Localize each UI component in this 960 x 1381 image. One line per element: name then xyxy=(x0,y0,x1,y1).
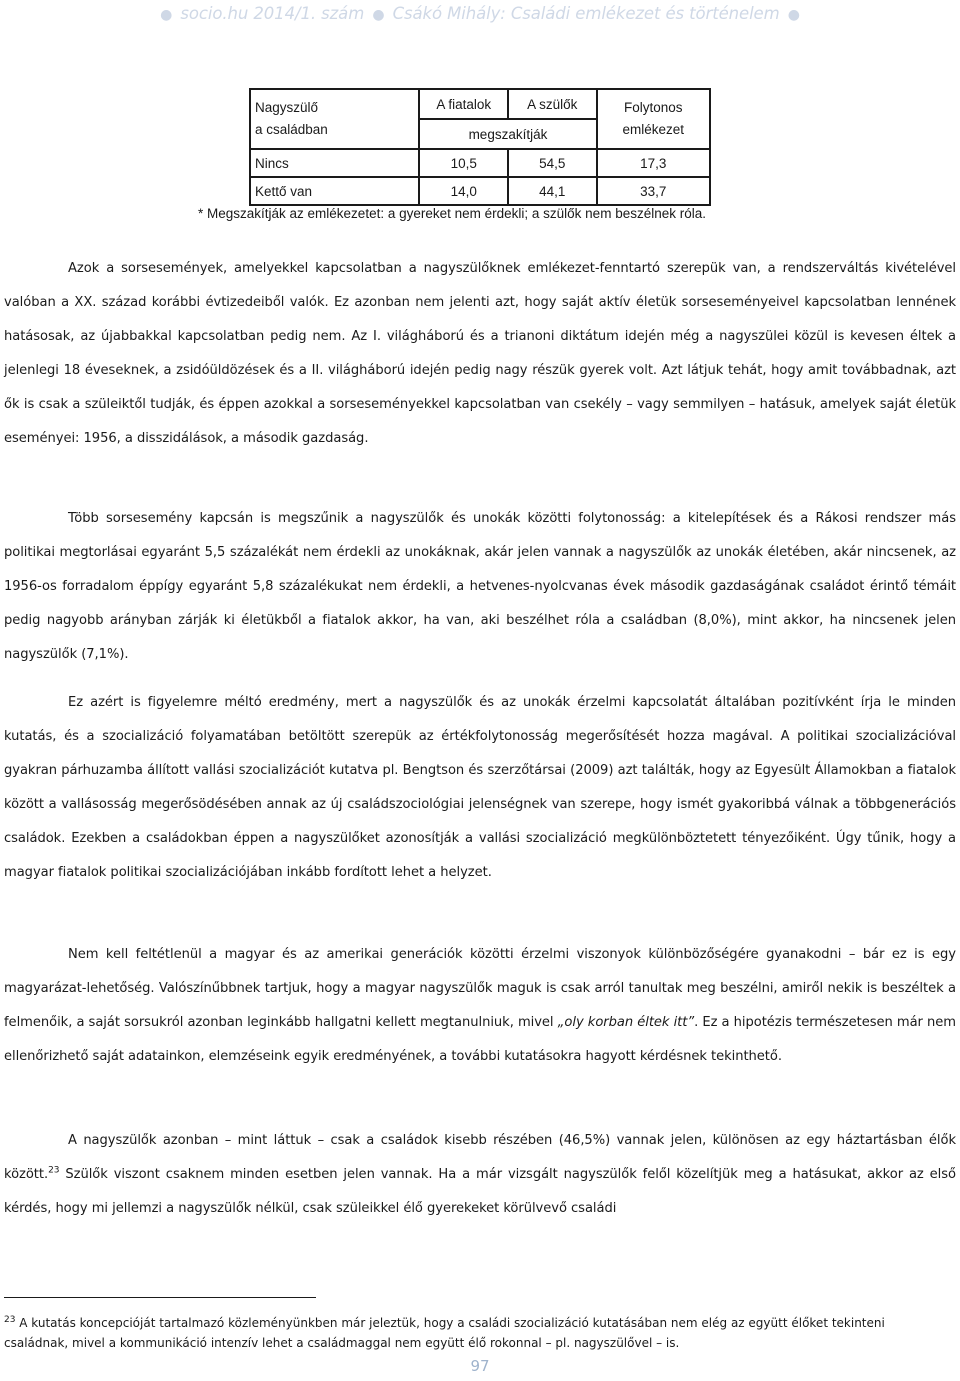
footnote-number: 23 xyxy=(4,1315,16,1325)
table-header-cell: megszakítják xyxy=(419,119,596,149)
header-article: Csákó Mihály: Családi emlékezet és történelem xyxy=(392,4,780,23)
table-cell: Kettő van xyxy=(250,177,419,205)
footnote-divider xyxy=(4,1297,316,1298)
bullet-icon: ● xyxy=(372,7,385,23)
footnote-ref[interactable]: 23 xyxy=(48,1165,60,1176)
table-cell: 54,5 xyxy=(508,149,596,177)
table-header-cell: A fiatalok xyxy=(419,89,508,119)
header-site: socio.hu xyxy=(180,4,249,23)
table-header-cell: Folytonos emlékezet xyxy=(597,89,710,149)
page-number: 97 xyxy=(470,1357,490,1375)
table-note: * Megszakítják az emlékezetet: a gyereket nem érdekli; a szülők nem beszélnek róla. xyxy=(198,206,706,221)
bullet-icon: ● xyxy=(160,7,173,23)
table-header-cell: Nagyszülő a családban xyxy=(250,89,419,149)
table-cell: Nincs xyxy=(250,149,419,177)
header-issue: 2014/1. szám xyxy=(253,4,365,23)
paragraph: Több sorsesemény kapcsán is megszűnik a nagyszülők és unokák közötti folytonosság: a kitelepítések és a Rákosi rendszer más politikai megtorlásai egyaránt 5,5 százalékát nem érdekli az unokáknak, akár jelen vannak a nagyszülők az unokák életében, akár nincsenek, az 1956-os forradalom éppígy egyaránt 5,8 százalékukat nem érdekli, a hetvenes-nyolcvanas évek második gazdaságának családot érintő témáit pedig nagyobb arányban zárják ki életükből a fiatalok akkor, ha van, aki beszélhet róla a családban (8,0%), mint akkor, ha nincsenek jelen nagyszülők (7,1%). xyxy=(4,511,956,662)
table-cell: 14,0 xyxy=(419,177,508,205)
footnote: $^{23}$ A kutatás koncepcióját tartalmazó közleményünkben már jeleztük, hogy a családi szocializáció kutatásában nem elég az együtt élőket tekinteni családnak, mivel a kommunikáció intenzív lehet a családmaggal nem együtt élő rokonnal – pl. nagyszülővel – is. xyxy=(4,1315,885,1350)
paragraph: Nem kell feltétlenül a magyar és az amerikai generációk közötti érzelmi viszonyok különbözőségére gyanakodni – bár ez is egy magyarázat-lehetőség. Valószínűbbnek tartjuk, hogy a magyar nagyszülők maguk is csak arról tanultak meg beszélni, amiről nekik is beszéltek a felmenőik, a saját sorsukról azonban leginkább hallgatni kellett megtanulniuk, mivel „oly korban éltek itt”. Ez a hipotézis természetesen már nem ellenőrizhető saját adatainkon, elemzéseink egyik eredményének, a további kutatásokra hagyott kérdésnek tekinthető. xyxy=(4,947,956,1064)
paragraph: A nagyszülők azonban – mint láttuk – csak a családok kisebb részében (46,5%) vannak jelen, különösen az egy háztartásban élők között.$^{23}$ Szülők viszont csaknem minden esetben jelen vannak. Ha a már vizsgált nagyszülők felől közelítjük meg a hatásukat, akkor az első kérdés, hogy mi jellemzi a nagyszülők nélkül, csak szüleikkel élő gyerekeket körülvevő családi xyxy=(4,1133,956,1216)
table-cell: 33,7 xyxy=(597,177,710,205)
paragraph: Azok a sorsesemények, amelyekkel kapcsolatban a nagyszülőknek emlékezet-fenntartó szerepük van, a rendszerváltás kivételével valóban a XX. század korábbi évtizedeiből valók. Ez azonban nem jelenti azt, hogy saját aktív életük sorseseményeivel kapcsolatban lennének hatásosak, az újabbakkal kapcsolatban pedig nem. Az I. világháború és a trianoni diktátum idején még a nagyszülei közül is kevesen éltek a jelenlegi 18 éveseknek, a zsidóüldözések és a II. világháború idején pedig nagy részük gyerek volt. Azt látjuk tehát, hogy amit továbbadnak, azt ők is csak a szüleiktől tudják, és éppen azokkal a sorseseményekkel kapcsolatban van csekély – vagy semmilyen – hatásuk, amelyek saját életük eseményei: 1956, a disszidálások, a második gazdaság. xyxy=(4,261,956,446)
table-row xyxy=(250,149,710,177)
data-table xyxy=(249,88,711,206)
bullet-icon: ● xyxy=(787,7,800,23)
table-row xyxy=(250,177,710,205)
running-header xyxy=(0,4,960,23)
table-header-cell: A szülők xyxy=(508,89,596,119)
table-cell: 10,5 xyxy=(419,149,508,177)
italic-quote: „oly korban éltek itt” xyxy=(557,1015,695,1030)
table-cell: 17,3 xyxy=(597,149,710,177)
table-cell: 44,1 xyxy=(508,177,596,205)
paragraph: Ez azért is figyelemre méltó eredmény, mert a nagyszülők és az unokák érzelmi kapcsolatát általában pozitívként írja le minden kutatás, és a szocializáció folyamatában betöltött szerepük az értékfolytonosság megerősítését hozza magával. A politikai szocializációval gyakran párhuzamba állított vallási szocializációt kutatva pl. Bengtson és szerzőtársai (2009) azt találták, hogy az Egyesült Államokban a fiatalok között a vallásosság megerősödésében annak az új családszociológiai jelenségnek van szerepe, hogy ismét gyakoribbá válnak a többgenerációs családok. Ezekben a családokban éppen a nagyszülőket azonosítják a vallási szocializáció megkülönböztetett tényezőiként. Úgy tűnik, hogy a magyar fiatalok politikai szocializációjában inkább fordított lehet a helyzet. xyxy=(4,695,956,880)
